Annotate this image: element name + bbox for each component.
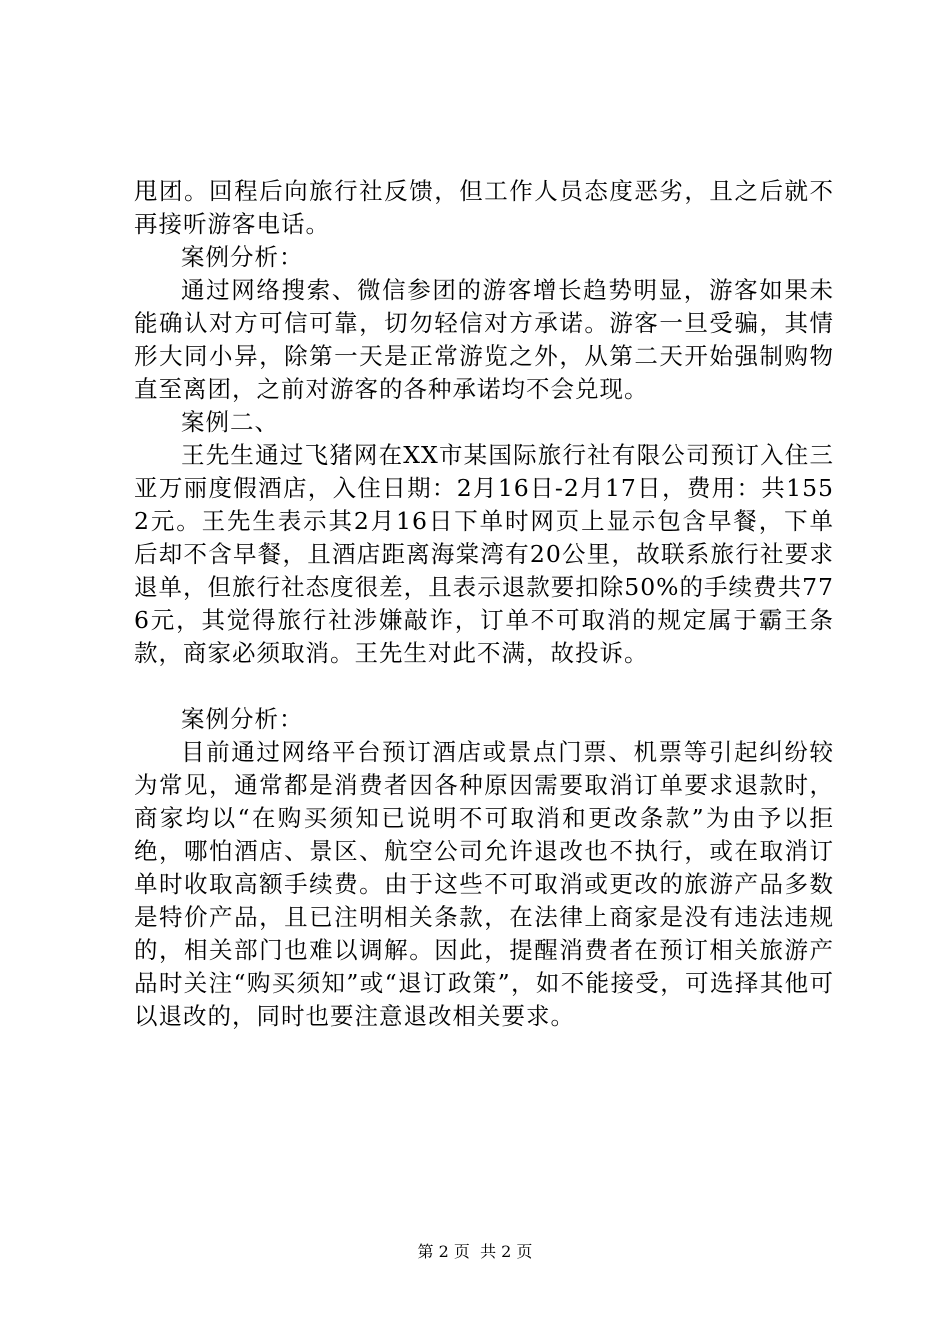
paragraph-case-two: 王先生通过飞猪网在XX市某国际旅行社有限公司预订入住三亚万丽度假酒店，入住日期：2月16日-2月17日，费用：共1552元。王先生表示其2月16日下单时网页上显示包含早餐，下单后却不含早餐，且酒店距离海棠湾有20公里，故联系旅行社要求退单，但旅行社态度很差，且表示退款要扣除50%的手续费共776元，其觉得旅行社涉嫌敲诈，订单不可取消的规定属于霸王条款，商家必须取消。王先生对此不满，故投诉。 <box>134 441 834 667</box>
paragraph-analysis-2: 目前通过网络平台预订酒店或景点门票、机票等引起纠纷较为常见，通常都是消费者因各种原因需要取消订单要求退款时，商家均以“在购买须知已说明不可取消和更改条款”为由予以拒绝，哪怕酒店、景区、航空公司允许退改也不执行，或在取消订单时收取高额手续费。由于这些不可取消或更改的旅游产品多数是特价产品，且已注明相关条款，在法律上商家是没有违法违规的，相关部门也难以调解。因此，提醒消费者在预订相关旅游产品时关注“购买须知”或“退订政策”，如不能接受，可选择其他可以退改的，同时也要注意退改相关要求。 <box>134 738 834 1030</box>
heading-case-analysis-1: 案例分析： <box>181 243 304 271</box>
blank-line <box>134 670 834 703</box>
document-body <box>134 175 834 1033</box>
paragraph-analysis-1: 通过网络搜索、微信参团的游客增长趋势明显，游客如果未能确认对方可信可靠，切勿轻信对方承诺。游客一旦受骗，其情形大同小异，除第一天是正常游览之外，从第二天开始强制购物直至离团，之前对游客的各种承诺均不会兑现。 <box>134 276 834 403</box>
page-footer: 第 2 页 共 2 页 <box>417 1242 533 1261</box>
heading-case-two: 案例二、 <box>181 408 279 436</box>
heading-case-analysis-2: 案例分析： <box>181 705 304 733</box>
paragraph-continuation: 甩团。回程后向旅行社反馈，但工作人员态度恶劣，且之后就不再接听游客电话。 <box>134 177 834 238</box>
